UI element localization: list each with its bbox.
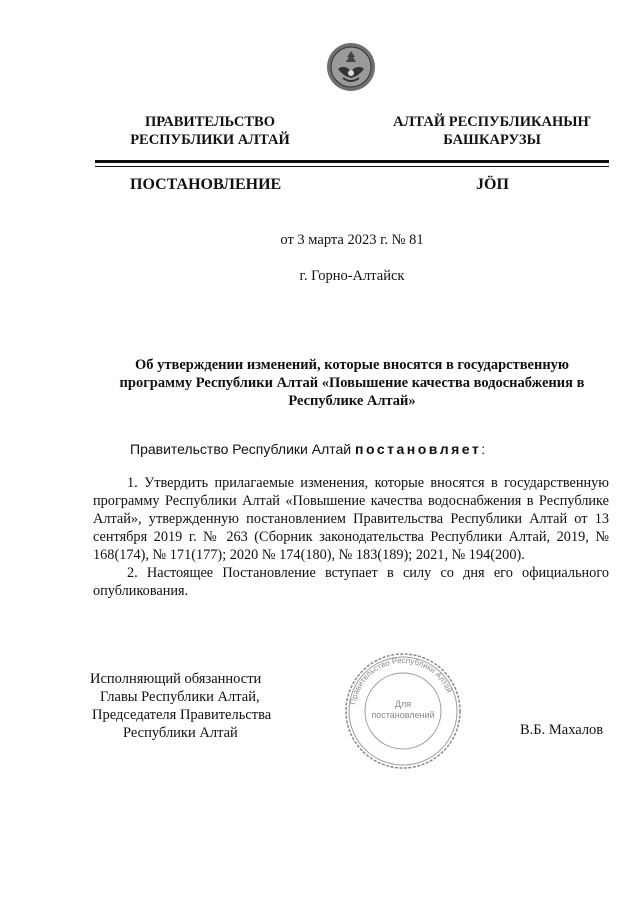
preamble: [130, 441, 485, 457]
coat-of-arms-icon: [326, 42, 376, 92]
stamp-ring-text: Правительство Республики Алтай: [348, 655, 455, 706]
paragraph-2: 2. Настоящее Постановление вступает в силу со дня его официального опубликования.: [93, 565, 609, 599]
preamble-colon: :: [481, 441, 486, 457]
doc-type-right: JÖП: [476, 176, 509, 193]
header-divider-thick: [95, 160, 609, 163]
signatory-title: [90, 670, 290, 742]
document-subject: Об утверждении изменений, которые вносятся в государственную программу Республики Алтай «Повышение качества водоснабжения в Республике Алтай»: [119, 357, 585, 409]
header-left-line-2: РЕСПУБЛИКИ АЛТАЙ: [130, 132, 290, 148]
stamp-center-line-1: Для: [394, 699, 412, 709]
signatory-title-line-3: Председателя Правительства: [92, 707, 272, 723]
header-divider-thin: [95, 166, 609, 167]
doc-type-left: ПОСТАНОВЛЕНИЕ: [130, 176, 282, 193]
header-right: [372, 113, 612, 149]
document-body: [93, 474, 609, 600]
paragraph-1: 1. Утвердить прилагаемые изменения, которые вносятся в государственную программу Республики Алтай «Повышение качества водоснабжения в Республике Алтай», утвержденную постановлением Правительства Республики Алтай от 13 сентября 2019 г. № 263 (Сборник законодательства Республики Алтай, 2019, № 168(174), № 171(177); 2020 № 174(180), № 183(189); 2021, № 194(200).: [93, 475, 609, 563]
signatory-title-line-4: Республики Алтай: [123, 725, 238, 741]
city-line: г. Горно-Алтайск: [299, 268, 405, 284]
header-left: [90, 113, 330, 149]
signatory-name: В.Б. Махалов: [520, 722, 604, 738]
date-line: от 3 марта 2023 г. № 81: [280, 232, 424, 248]
header-right-line-1: АЛТАЙ РЕСПУБЛИКАНЫҤ: [393, 114, 591, 130]
preamble-verb: постановляет: [355, 441, 482, 457]
header-left-line-1: ПРАВИТЕЛЬСТВО: [145, 114, 275, 130]
header-right-line-2: БАШКАРУЗЫ: [443, 132, 541, 148]
signatory-title-line-2: Главы Республики Алтай,: [100, 689, 260, 705]
preamble-text: Правительство Республики Алтай: [130, 441, 352, 457]
signatory-title-line-1: Исполняющий обязанности: [90, 671, 262, 687]
official-stamp: [343, 651, 463, 771]
stamp-center-line-2: постановлений: [371, 710, 435, 720]
